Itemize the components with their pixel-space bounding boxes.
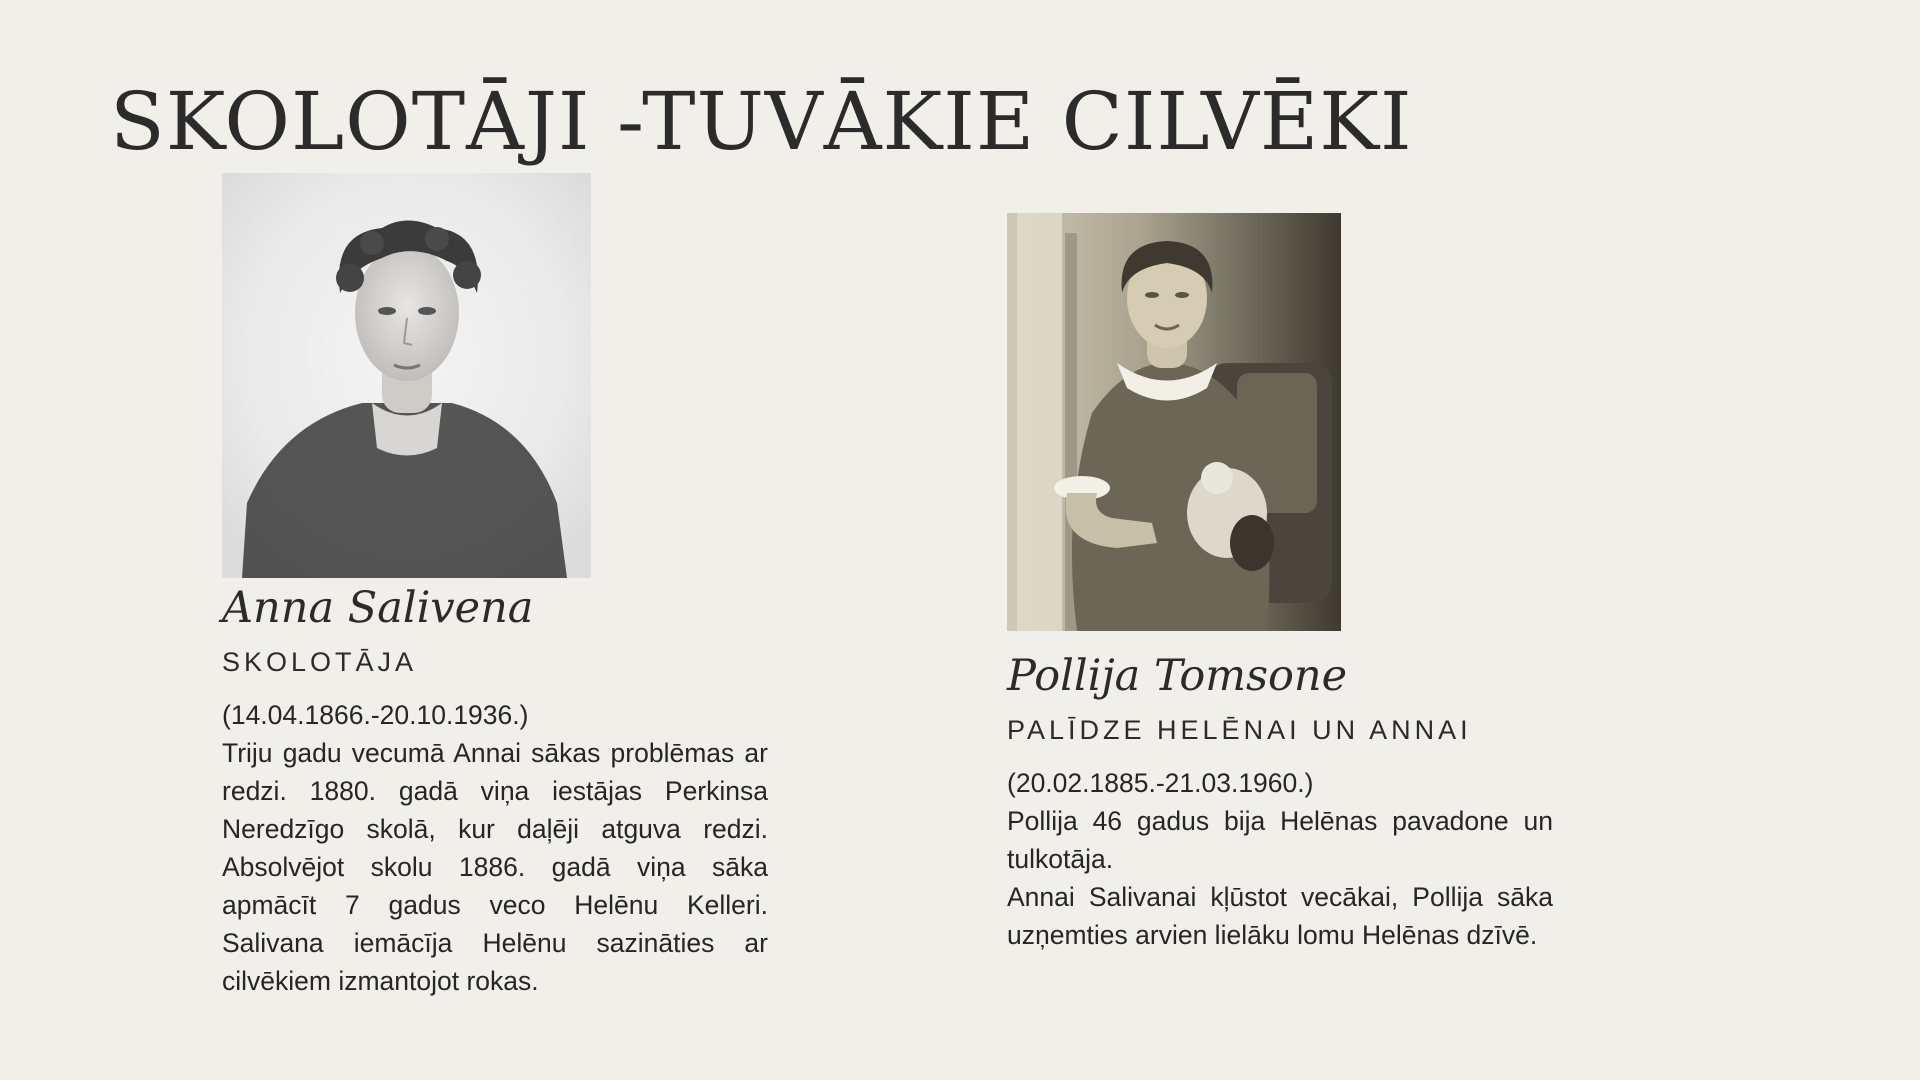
person-card-anna	[222, 578, 768, 1000]
bio-paragraph: Triju gadu vecumā Annai sākas problēmas ar redzi. 1880. gadā viņa iestājas Perkinsa Neredzīgo skolā, kur daļēji atguva redzi. Absolvējot skolu 1886. gadā viņa sāka apmācīt 7 gadus veco Helēnu Kelleri. Salivana iemācīja Helēnu sazināties ar cilvēkiem izmantojot rokas.	[222, 738, 768, 996]
anna-portrait-image	[222, 173, 591, 578]
pollija-portrait-photo	[1007, 213, 1341, 631]
person-bio	[1007, 802, 1553, 954]
person-name: Anna Salivena	[222, 583, 534, 633]
person-card-pollija	[1007, 646, 1553, 954]
bio-paragraph: Annai Salivanai kļūstot vecākai, Pollija sāka uzņemties arvien lielāku lomu Helēnas dzīvē.	[1007, 882, 1553, 950]
person-name: Pollija Tomsone	[1007, 651, 1348, 701]
person-dates: (14.04.1866.-20.10.1936.)	[222, 700, 529, 730]
person-role: PALĪDZE HELĒNAI UN ANNAI	[1007, 715, 1472, 745]
anna-portrait-photo	[222, 173, 591, 578]
person-bio	[222, 734, 768, 1000]
person-dates: (20.02.1885.-21.03.1960.)	[1007, 768, 1314, 798]
bio-paragraph: Pollija 46 gadus bija Helēnas pavadone un tulkotāja.	[1007, 806, 1553, 874]
slide-title: SKOLOTĀJI -TUVĀKIE CILVĒKI	[110, 75, 1413, 168]
person-role: SKOLOTĀJA	[222, 647, 418, 677]
pollija-portrait-image	[1007, 213, 1341, 631]
